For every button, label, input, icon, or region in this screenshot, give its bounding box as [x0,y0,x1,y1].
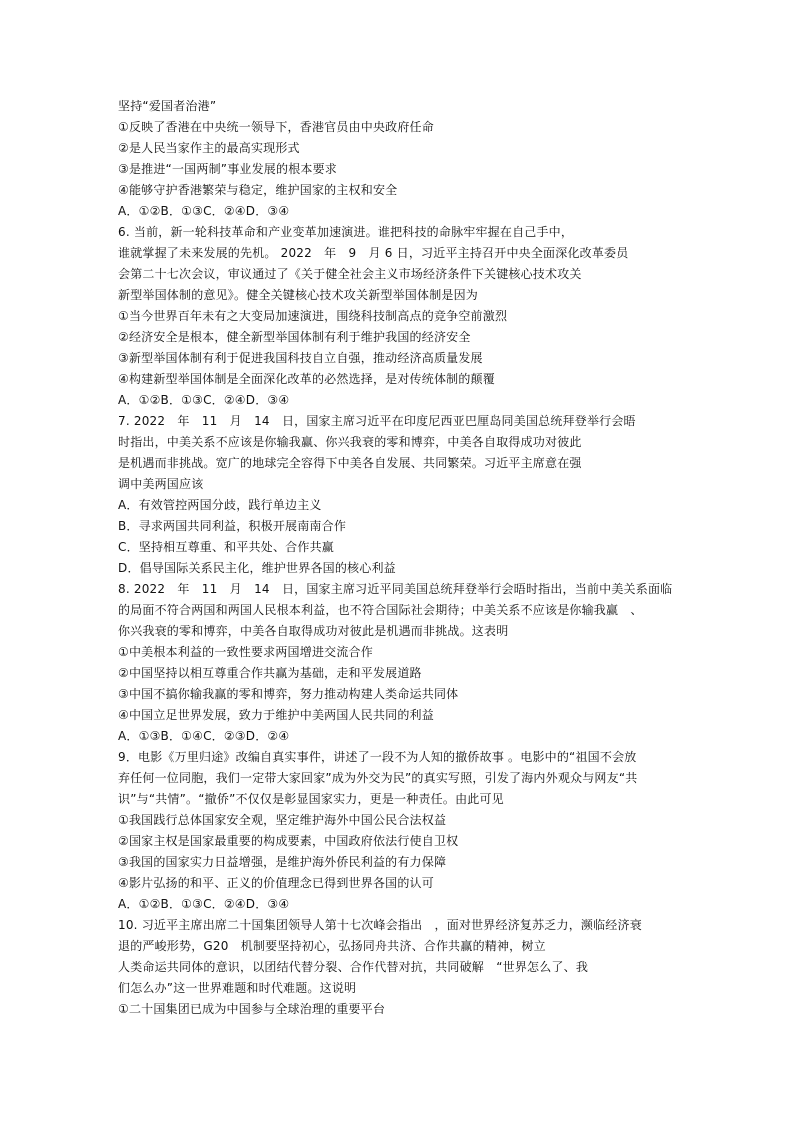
text-line: D．倡导国际关系民主化，维护世界各国的核心利益 [118,561,396,575]
text-line: 时指出，中美关系不应该是你输我赢、你兴我衰的零和博弈，中美各自取得成功对彼此 [118,435,582,449]
text-line: ④能够守护香港繁荣与稳定，维护国家的主权和安全 [118,183,398,197]
text-line: ①二十国集团已成为中国参与全球治理的重要平台 [118,1002,386,1016]
text-line: 调中美两国应该 [118,477,204,491]
text-line: ②经济安全是根本，健全新型举国体制有利于维护我国的经济安全 [118,330,471,344]
text-line: 们怎么办”这一世界难题和时代难题。这说明 [118,981,357,995]
text-line: 8. 2022 年 11 月 14 日，国家主席习近平同美国总统拜登举行会晤时指出，当前中美关系面临 [118,582,673,596]
text-line: 退的严峻形势，G20 机制要坚持初心，弘扬同舟共济、合作共赢的精神，树立 [118,939,546,953]
text-line: ④构建新型举国体制是全面深化改革的必然选择，是对传统体制的颠覆 [118,372,495,386]
text-line: A．①②B．①③C．②④D．③④ [118,204,290,218]
text-line: 的局面不符合两国和两国人民根本利益，也不符合国际社会期待；中美关系不应该是你输我赢 、 [118,603,643,617]
text-line: A．①③B．①④C．②③D．②④ [118,729,290,743]
text-line: 你兴我衰的零和博弈，中美各自取得成功对彼此是机遇而非挑战。这表明 [118,624,509,638]
text-line: ③我国的国家实力日益增强，是维护海外侨民利益的有力保障 [118,855,447,869]
text-line: ④中国立足世界发展，致力于维护中美两国人民共同的利益 [118,708,434,722]
text-line: ③新型举国体制有利于促进我国科技自立自强，推动经济高质量发展 [118,351,483,365]
text-line: ④影片弘扬的和平、正义的价值理念已得到世界各国的认可 [118,876,434,890]
text-line: ③中国不搞你输我赢的零和博弈，努力推动构建人类命运共同体 [118,687,459,701]
text-line: 谁就掌握了未来发展的先机。 2022 年 9 月 6 日，习近平主持召开中央全面深化改革委员 [118,246,629,260]
text-line: 会第二十七次会议，审议通过了《关于健全社会主义市场经济条件下关键核心技术攻关 [118,267,582,281]
text-line: 人类命运共同体的意识，以团结代替分裂、合作代替对抗，共同破解 “世界怎么了、我 [118,960,589,974]
text-line: ③是推进“一国两制”事业发展的根本要求 [118,162,337,176]
text-line: A．①②B．①③C．②④D．③④ [118,897,290,911]
text-line: 是机遇而非挑战。宽广的地球完全容得下中美各自发展、共同繁荣。习近平主席意在强 [118,456,582,470]
text-line: ②国家主权是国家最重要的构成要素，中国政府依法行使自卫权 [118,834,459,848]
text-line: 坚持“爱国者治港” [118,99,217,113]
text-line: ①中美根本利益的一致性要求两国增进交流合作 [118,645,373,659]
text-line: 识”与“共情”。“撤侨”不仅仅是彰显国家实力，更是一种责任。由此可见 [118,792,504,806]
text-line: 新型举国体制的意见》。健全关键核心技术攻关新型举国体制是因为 [118,288,479,302]
text-line: ②中国坚持以相互尊重合作共赢为基础，走和平发展道路 [118,666,422,680]
text-line: 6. 当前，新一轮科技革命和产业变革加速演进。谁把科技的命脉牢牢握在自己手中， [118,225,574,239]
text-line: A．有效管控两国分歧，践行单边主义 [118,498,322,512]
text-line: 弃任何一位同胞，我们一定带大家回家”成为外交为民”的真实写照，引发了海内外观众与网友“共 [118,771,638,785]
text-line: ②是人民当家作主的最高实现形式 [118,141,300,155]
text-line: 9．电影《万里归途》改编自真实事件，讲述了一段不为人知的撤侨故事 。电影中的“祖国不会放 [118,750,637,764]
text-line: 10. 习近平主席出席二十国集团领导人第十七次峰会指出 ，面对世界经济复苏乏力，濒临经济衰 [118,918,642,932]
text-line: 7. 2022 年 11 月 14 日，国家主席习近平在印度尼西亚巴厘岛同美国总统拜登举行会晤 [118,414,636,428]
text-line: C．坚持相互尊重、和平共处、合作共赢 [118,540,334,554]
text-line: ①当今世界百年未有之大变局加速演进，围绕科技制高点的竞争空前激烈 [118,309,508,323]
text-line: B．寻求两国共同利益，积极开展南南合作 [118,519,347,533]
text-line: A．①②B．①③C．②④D．③④ [118,393,290,407]
text-line: ①反映了香港在中央统一领导下，香港官员由中央政府任命 [118,120,434,134]
text-line: ①我国践行总体国家安全观，坚定维护海外中国公民合法权益 [118,813,447,827]
